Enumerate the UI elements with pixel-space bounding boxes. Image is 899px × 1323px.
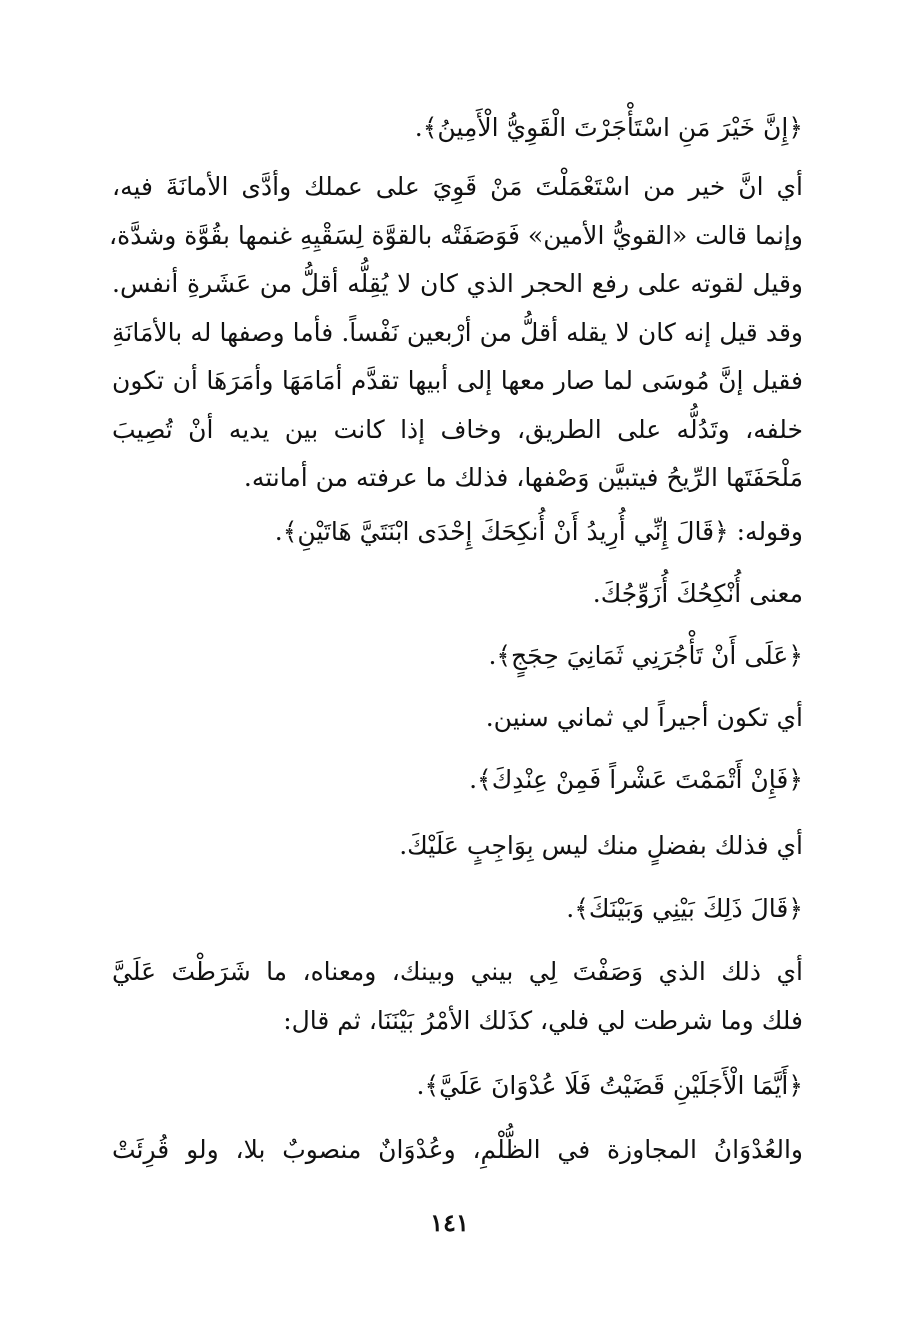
page-number: ١٤١ (430, 1208, 469, 1237)
commentary-paragraph (112, 948, 803, 1045)
commentary-paragraph (109, 163, 803, 503)
text-line: ﴿قَالَ ذَلِكَ بَيْنِي وَبَيْنَكَ﴾. (566, 894, 803, 923)
text-line: وقوله: ﴿قَالَ إِنِّي أُرِيدُ أَنْ أُنكِحَكَ إِحْدَى ابْنَتَيَّ هَاتَيْنِ﴾. (274, 517, 803, 546)
text-line: أي فذلك بفضلٍ منك ليس بِوَاجِبٍ عَلَيْكَ. (399, 831, 803, 860)
text-line: خلفه، وتَدُلُّه على الطريق، وخاف إذا كانت بين يديه أنْ تُصِيبَ (112, 414, 803, 444)
text-line: فلك وما شرطت لي فلي، كذَلك الأمْرُ بَيْنَنَا، ثم قال: (283, 1005, 803, 1035)
quran-verse-two-terms (112, 1062, 803, 1111)
text-line: ﴿فَإِنْ أَتْمَمْتَ عَشْراً فَمِنْ عِنْدِكَ﴾. (469, 765, 803, 794)
text-line: مَلْحَفَتَها الرِّيحُ فيتبيَّن وَصْفها، فذلك ما عرفته من أمانته. (243, 463, 803, 492)
verse-explanation (112, 822, 803, 871)
word-explanation (112, 570, 803, 619)
commentary-paragraph (112, 1126, 803, 1175)
text-line: وقيل لقوته على رفع الحجر الذي كان لا يُقِلُّه أقلُّ من عَشَرةِ أنفس. (112, 269, 803, 298)
text-line: أي ذلك الذي وَصَفْتَ لِي بيني وبينك، ومعناه، ما شَرَطْتَ عَلَيَّ (112, 957, 803, 986)
text-line: فقيل إنَّ مُوسَى لما صار معها إلى أبيها تقدَّم أمَامَهَا وأمَرَهَا أن تكون (112, 366, 803, 395)
text-line: والعُدْوَانُ المجاوزة في الظُّلْمِ، وعُدْوَانٌ منصوبٌ بلا، ولو قُرِئَتْ (112, 1135, 803, 1164)
quran-verse-between-us (112, 885, 803, 934)
text-line: أي انَّ خير من اسْتَعْمَلْتَ مَنْ قَوِيَ على عملك وأدَّى الأمانَةَ فيه، (112, 172, 803, 201)
quran-verse-ten-years (112, 756, 803, 805)
verse-explanation (112, 694, 803, 743)
text-line: ﴿إِنَّ خَيْرَ مَنِ اسْتَأْجَرْتَ الْقَوِيُّ الْأَمِينُ﴾. (414, 113, 803, 142)
quran-verse-eight-years (112, 632, 803, 681)
quran-verse-marriage (112, 508, 803, 557)
text-line: أي تكون أجيراً لي ثماني سنين. (485, 703, 803, 732)
quran-verse-strong-trustworthy (112, 104, 803, 153)
text-line: ﴿أَيَّمَا الْأَجَلَيْنِ قَضَيْتُ فَلَا عُدْوَانَ عَلَيَّ﴾. (416, 1071, 803, 1100)
text-line: وقد قيل إنه كان لا يقله أقلُّ من أرْبعين نَفْساً. فأما وصفها له بالأمَانَةِ (112, 317, 803, 347)
text-line: وإنما قالت «القويُّ الأمين» فَوَصَفَتْه بالقوَّة لِسَقْيِهِ غنمها بقُوَّة وشدَّة، (109, 220, 803, 250)
text-line: معنى أُنْكِحُكَ أُزَوِّجُكَ. (592, 579, 803, 608)
text-line: ﴿عَلَى أَنْ تَأْجُرَنِي ثَمَانِيَ حِجَجٍ﴾. (488, 641, 803, 670)
